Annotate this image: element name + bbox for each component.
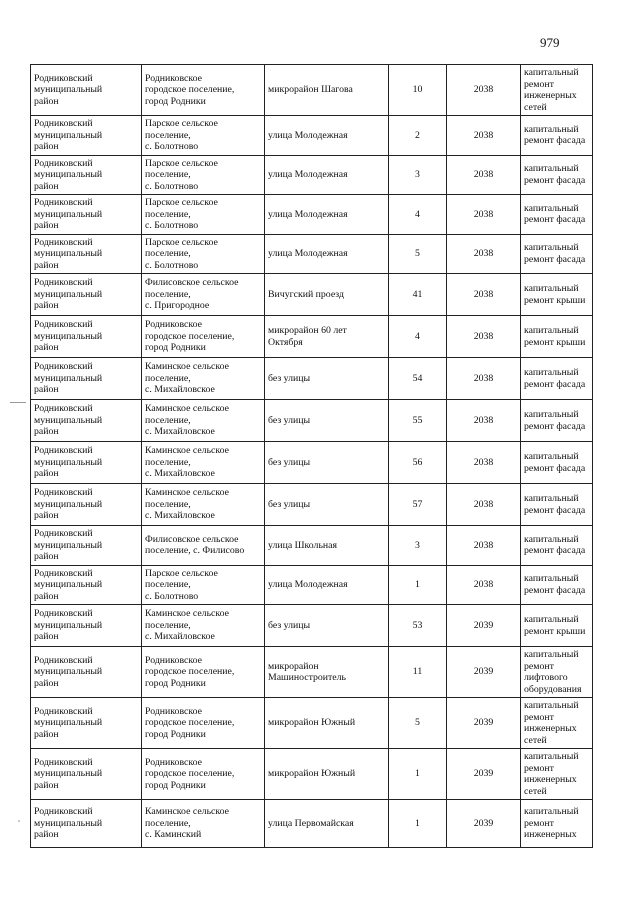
district-cell: Родниковский муниципальный район bbox=[31, 565, 142, 605]
work-type-cell: капитальный ремонт крыши bbox=[521, 274, 593, 316]
house-number-cell: 2 bbox=[389, 116, 447, 156]
street-cell: микрорайон Южный bbox=[265, 749, 389, 800]
house-number-cell: 1 bbox=[389, 565, 447, 605]
settlement-cell: Парское сельское поселение, с. Болотново bbox=[142, 155, 265, 195]
district-cell: Родниковский муниципальный район bbox=[31, 195, 142, 235]
settlement-cell: Родниковское городское поселение, город Родники bbox=[142, 65, 265, 116]
table-row bbox=[31, 484, 593, 526]
street-cell: улица Молодежная bbox=[265, 195, 389, 235]
year-cell: 2039 bbox=[447, 749, 521, 800]
year-cell: 2038 bbox=[447, 484, 521, 526]
house-number-cell: 4 bbox=[389, 195, 447, 235]
table-row bbox=[31, 647, 593, 698]
scan-artifact-dot bbox=[18, 820, 20, 822]
street-cell: улица Молодежная bbox=[265, 155, 389, 195]
table-row bbox=[31, 316, 593, 358]
year-cell: 2038 bbox=[447, 400, 521, 442]
street-cell: улица Первомайская bbox=[265, 800, 389, 848]
year-cell: 2038 bbox=[447, 234, 521, 274]
district-cell: Родниковский муниципальный район bbox=[31, 400, 142, 442]
year-cell: 2038 bbox=[447, 155, 521, 195]
work-type-cell: капитальный ремонт фасада bbox=[521, 358, 593, 400]
work-type-cell: капитальный ремонт лифтового оборудования bbox=[521, 647, 593, 698]
settlement-cell: Каминское сельское поселение, с. Михайловское bbox=[142, 400, 265, 442]
year-cell: 2039 bbox=[447, 605, 521, 647]
district-cell: Родниковский муниципальный район bbox=[31, 155, 142, 195]
work-type-cell: капитальный ремонт крыши bbox=[521, 605, 593, 647]
district-cell: Родниковский муниципальный район bbox=[31, 442, 142, 484]
street-cell: без улицы bbox=[265, 358, 389, 400]
work-type-cell: капитальный ремонт фасада bbox=[521, 195, 593, 235]
settlement-cell: Каминское сельское поселение, с. Каминский bbox=[142, 800, 265, 848]
house-number-cell: 53 bbox=[389, 605, 447, 647]
work-type-cell: капитальный ремонт фасада bbox=[521, 116, 593, 156]
year-cell: 2039 bbox=[447, 800, 521, 848]
settlement-cell: Парское сельское поселение, с. Болотново bbox=[142, 195, 265, 235]
table-row bbox=[31, 65, 593, 116]
year-cell: 2038 bbox=[447, 358, 521, 400]
house-number-cell: 55 bbox=[389, 400, 447, 442]
settlement-cell: Родниковское городское поселение, город Родники bbox=[142, 316, 265, 358]
street-cell: микрорайон Шагова bbox=[265, 65, 389, 116]
house-number-cell: 3 bbox=[389, 155, 447, 195]
work-type-cell: капитальный ремонт крыши bbox=[521, 316, 593, 358]
street-cell: микрорайон 60 лет Октября bbox=[265, 316, 389, 358]
house-number-cell: 57 bbox=[389, 484, 447, 526]
district-cell: Родниковский муниципальный район bbox=[31, 116, 142, 156]
district-cell: Родниковский муниципальный район bbox=[31, 65, 142, 116]
year-cell: 2038 bbox=[447, 565, 521, 605]
repair-schedule-table bbox=[30, 64, 593, 848]
house-number-cell: 56 bbox=[389, 442, 447, 484]
settlement-cell: Родниковское городское поселение, город Родники bbox=[142, 698, 265, 749]
table-row bbox=[31, 116, 593, 156]
house-number-cell: 5 bbox=[389, 234, 447, 274]
work-type-cell: капитальный ремонт инженерных сетей bbox=[521, 749, 593, 800]
table-row bbox=[31, 195, 593, 235]
work-type-cell: капитальный ремонт фасада bbox=[521, 484, 593, 526]
table-row bbox=[31, 155, 593, 195]
work-type-cell: капитальный ремонт инженерных сетей bbox=[521, 698, 593, 749]
house-number-cell: 4 bbox=[389, 316, 447, 358]
house-number-cell: 1 bbox=[389, 800, 447, 848]
house-number-cell: 11 bbox=[389, 647, 447, 698]
district-cell: Родниковский муниципальный район bbox=[31, 605, 142, 647]
settlement-cell: Каминское сельское поселение, с. Михайловское bbox=[142, 484, 265, 526]
table-body bbox=[31, 65, 593, 848]
district-cell: Родниковский муниципальный район bbox=[31, 316, 142, 358]
street-cell: без улицы bbox=[265, 605, 389, 647]
street-cell: Вичугский проезд bbox=[265, 274, 389, 316]
settlement-cell: Парское сельское поселение, с. Болотново bbox=[142, 116, 265, 156]
table-row bbox=[31, 605, 593, 647]
work-type-cell: капитальный ремонт инженерных bbox=[521, 800, 593, 848]
street-cell: улица Школьная bbox=[265, 526, 389, 566]
table-row bbox=[31, 749, 593, 800]
table-row bbox=[31, 358, 593, 400]
table-row bbox=[31, 274, 593, 316]
table-row bbox=[31, 698, 593, 749]
settlement-cell: Каминское сельское поселение, с. Михайловское bbox=[142, 358, 265, 400]
house-number-cell: 5 bbox=[389, 698, 447, 749]
table-row bbox=[31, 526, 593, 566]
year-cell: 2038 bbox=[447, 195, 521, 235]
settlement-cell: Каминское сельское поселение, с. Михайловское bbox=[142, 605, 265, 647]
house-number-cell: 3 bbox=[389, 526, 447, 566]
district-cell: Родниковский муниципальный район bbox=[31, 234, 142, 274]
work-type-cell: капитальный ремонт фасада bbox=[521, 234, 593, 274]
street-cell: микрорайон Машиностроитель bbox=[265, 647, 389, 698]
street-cell: улица Молодежная bbox=[265, 116, 389, 156]
settlement-cell: Парское сельское поселение, с. Болотново bbox=[142, 565, 265, 605]
work-type-cell: капитальный ремонт фасада bbox=[521, 442, 593, 484]
district-cell: Родниковский муниципальный район bbox=[31, 526, 142, 566]
table-row bbox=[31, 234, 593, 274]
page-number: 979 bbox=[540, 35, 560, 50]
district-cell: Родниковский муниципальный район bbox=[31, 484, 142, 526]
district-cell: Родниковский муниципальный район bbox=[31, 358, 142, 400]
table-row bbox=[31, 400, 593, 442]
work-type-cell: капитальный ремонт фасада bbox=[521, 400, 593, 442]
settlement-cell: Парское сельское поселение, с. Болотново bbox=[142, 234, 265, 274]
district-cell: Родниковский муниципальный район bbox=[31, 647, 142, 698]
street-cell: без улицы bbox=[265, 442, 389, 484]
year-cell: 2038 bbox=[447, 316, 521, 358]
district-cell: Родниковский муниципальный район bbox=[31, 274, 142, 316]
house-number-cell: 10 bbox=[389, 65, 447, 116]
work-type-cell: капитальный ремонт фасада bbox=[521, 565, 593, 605]
year-cell: 2039 bbox=[447, 698, 521, 749]
work-type-cell: капитальный ремонт фасада bbox=[521, 155, 593, 195]
year-cell: 2038 bbox=[447, 116, 521, 156]
settlement-cell: Филисовское сельское поселение, с. Пригородное bbox=[142, 274, 265, 316]
house-number-cell: 1 bbox=[389, 749, 447, 800]
street-cell: улица Молодежная bbox=[265, 565, 389, 605]
district-cell: Родниковский муниципальный район bbox=[31, 800, 142, 848]
street-cell: без улицы bbox=[265, 484, 389, 526]
table-row bbox=[31, 800, 593, 848]
house-number-cell: 41 bbox=[389, 274, 447, 316]
work-type-cell: капитальный ремонт фасада bbox=[521, 526, 593, 566]
year-cell: 2038 bbox=[447, 442, 521, 484]
district-cell: Родниковский муниципальный район bbox=[31, 698, 142, 749]
settlement-cell: Родниковское городское поселение, город Родники bbox=[142, 749, 265, 800]
street-cell: улица Молодежная bbox=[265, 234, 389, 274]
table-row bbox=[31, 442, 593, 484]
year-cell: 2039 bbox=[447, 647, 521, 698]
scan-artifact-line bbox=[10, 402, 26, 403]
settlement-cell: Каминское сельское поселение, с. Михайловское bbox=[142, 442, 265, 484]
street-cell: микрорайон Южный bbox=[265, 698, 389, 749]
work-type-cell: капитальный ремонт инженерных сетей bbox=[521, 65, 593, 116]
table-row bbox=[31, 565, 593, 605]
street-cell: без улицы bbox=[265, 400, 389, 442]
year-cell: 2038 bbox=[447, 526, 521, 566]
district-cell: Родниковский муниципальный район bbox=[31, 749, 142, 800]
settlement-cell: Филисовское сельское поселение, с. Филисово bbox=[142, 526, 265, 566]
year-cell: 2038 bbox=[447, 65, 521, 116]
settlement-cell: Родниковское городское поселение, город Родники bbox=[142, 647, 265, 698]
house-number-cell: 54 bbox=[389, 358, 447, 400]
year-cell: 2038 bbox=[447, 274, 521, 316]
